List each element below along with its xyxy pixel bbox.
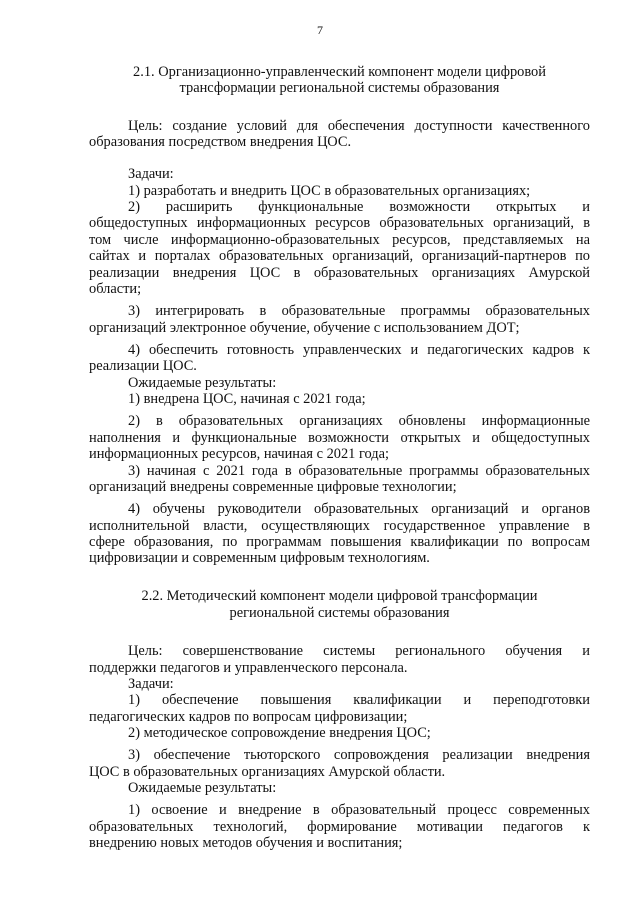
section1-task-line: реализации ЦОС. bbox=[89, 358, 197, 374]
section1-task-line: сайтах и порталах образовательных организаций, организаций-партнеров по bbox=[89, 248, 590, 264]
section1-result-line: информационных ресурсов, начиная с 2021 года; bbox=[89, 446, 390, 462]
section1-heading-line1: 2.1. Организационно-управленческий компонент модели цифровой bbox=[133, 64, 546, 80]
section1-result-line: 4) обучены руководители образовательных организаций и органов bbox=[128, 501, 590, 517]
section1-task-line: 3) интегрировать в образовательные программы образовательных bbox=[128, 303, 590, 319]
section2-results-label: Ожидаемые результаты: bbox=[128, 780, 277, 796]
section1-tasks-label: Задачи: bbox=[128, 166, 174, 182]
section1-result-line: 2) в образовательных организациях обновлены информационные bbox=[128, 413, 590, 429]
section1-task-line: области; bbox=[89, 281, 142, 297]
section1-result-line: организаций внедрены современные цифровые технологии; bbox=[89, 479, 457, 495]
section1-heading-line2: трансформации региональной системы образования bbox=[179, 80, 500, 96]
section1-result-line: исполнительной власти, осуществляющих государственное управление в bbox=[89, 518, 590, 534]
section1-result-line: 1) внедрена ЦОС, начиная с 2021 года; bbox=[128, 391, 366, 407]
section2-task-line: 3) обеспечение тьюторского сопровождения реализации внедрения bbox=[128, 747, 590, 763]
section1-task-line: том числе информационно-образовательных ресурсов, представляемых на bbox=[89, 232, 590, 248]
section1-task-line: 1) разработать и внедрить ЦОС в образовательных организациях; bbox=[128, 183, 531, 199]
section2-task-line: педагогических кадров по вопросам цифровизации; bbox=[89, 709, 408, 725]
section1-task-line: 2) расширить функциональные возможности открытых и bbox=[128, 199, 590, 215]
section2-task-line: 2) методическое сопровождение внедрения ЦОС; bbox=[128, 725, 431, 741]
section2-heading-line1: 2.2. Методический компонент модели цифровой трансформации bbox=[141, 588, 538, 604]
section2-result-line: образовательных технологий, формирование мотивации педагогов к bbox=[89, 819, 590, 835]
section1-results-label: Ожидаемые результаты: bbox=[128, 375, 277, 391]
section2-result-line: 1) освоение и внедрение в образовательный процесс современных bbox=[128, 802, 590, 818]
section2-goal-line1: Цель: совершенствование системы регионального обучения и bbox=[128, 643, 590, 659]
section1-result-line: наполнения и функциональные возможности открытых и общедоступных bbox=[89, 430, 590, 446]
section2-result-line: внедрению новых методов обучения и воспитания; bbox=[89, 835, 403, 851]
section1-task-line: 4) обеспечить готовность управленческих и педагогических кадров к bbox=[128, 342, 590, 358]
section2-heading-line2: региональной системы образования bbox=[229, 605, 450, 621]
section1-task-line: организаций электронное обучение, обучение с использованием ДОТ; bbox=[89, 320, 520, 336]
section2-goal-line2: поддержки педагогов и управленческого персонала. bbox=[89, 660, 408, 676]
section1-goal-line1: Цель: создание условий для обеспечения доступности качественного bbox=[128, 118, 590, 134]
section2-task-line: ЦОС в образовательных организациях Амурской области. bbox=[89, 764, 446, 780]
section1-result-line: сфере образования, по программам повышения квалификации по вопросам bbox=[89, 534, 590, 550]
section1-result-line: 3) начиная с 2021 года в образовательные программы образовательных bbox=[128, 463, 590, 479]
section1-goal-line2: образования посредством внедрения ЦОС. bbox=[89, 134, 352, 150]
section2-tasks-label: Задачи: bbox=[128, 676, 174, 692]
section1-task-line: реализации внедрения ЦОС в образовательных организациях Амурской bbox=[89, 265, 590, 281]
section1-task-line: общедоступных информационных ресурсов образовательных организаций, в bbox=[89, 215, 590, 231]
section1-result-line: цифровизации и современным цифровым технологиям. bbox=[89, 550, 430, 566]
page-number: 7 bbox=[317, 23, 323, 37]
section2-task-line: 1) обеспечение повышения квалификации и переподготовки bbox=[128, 692, 590, 708]
